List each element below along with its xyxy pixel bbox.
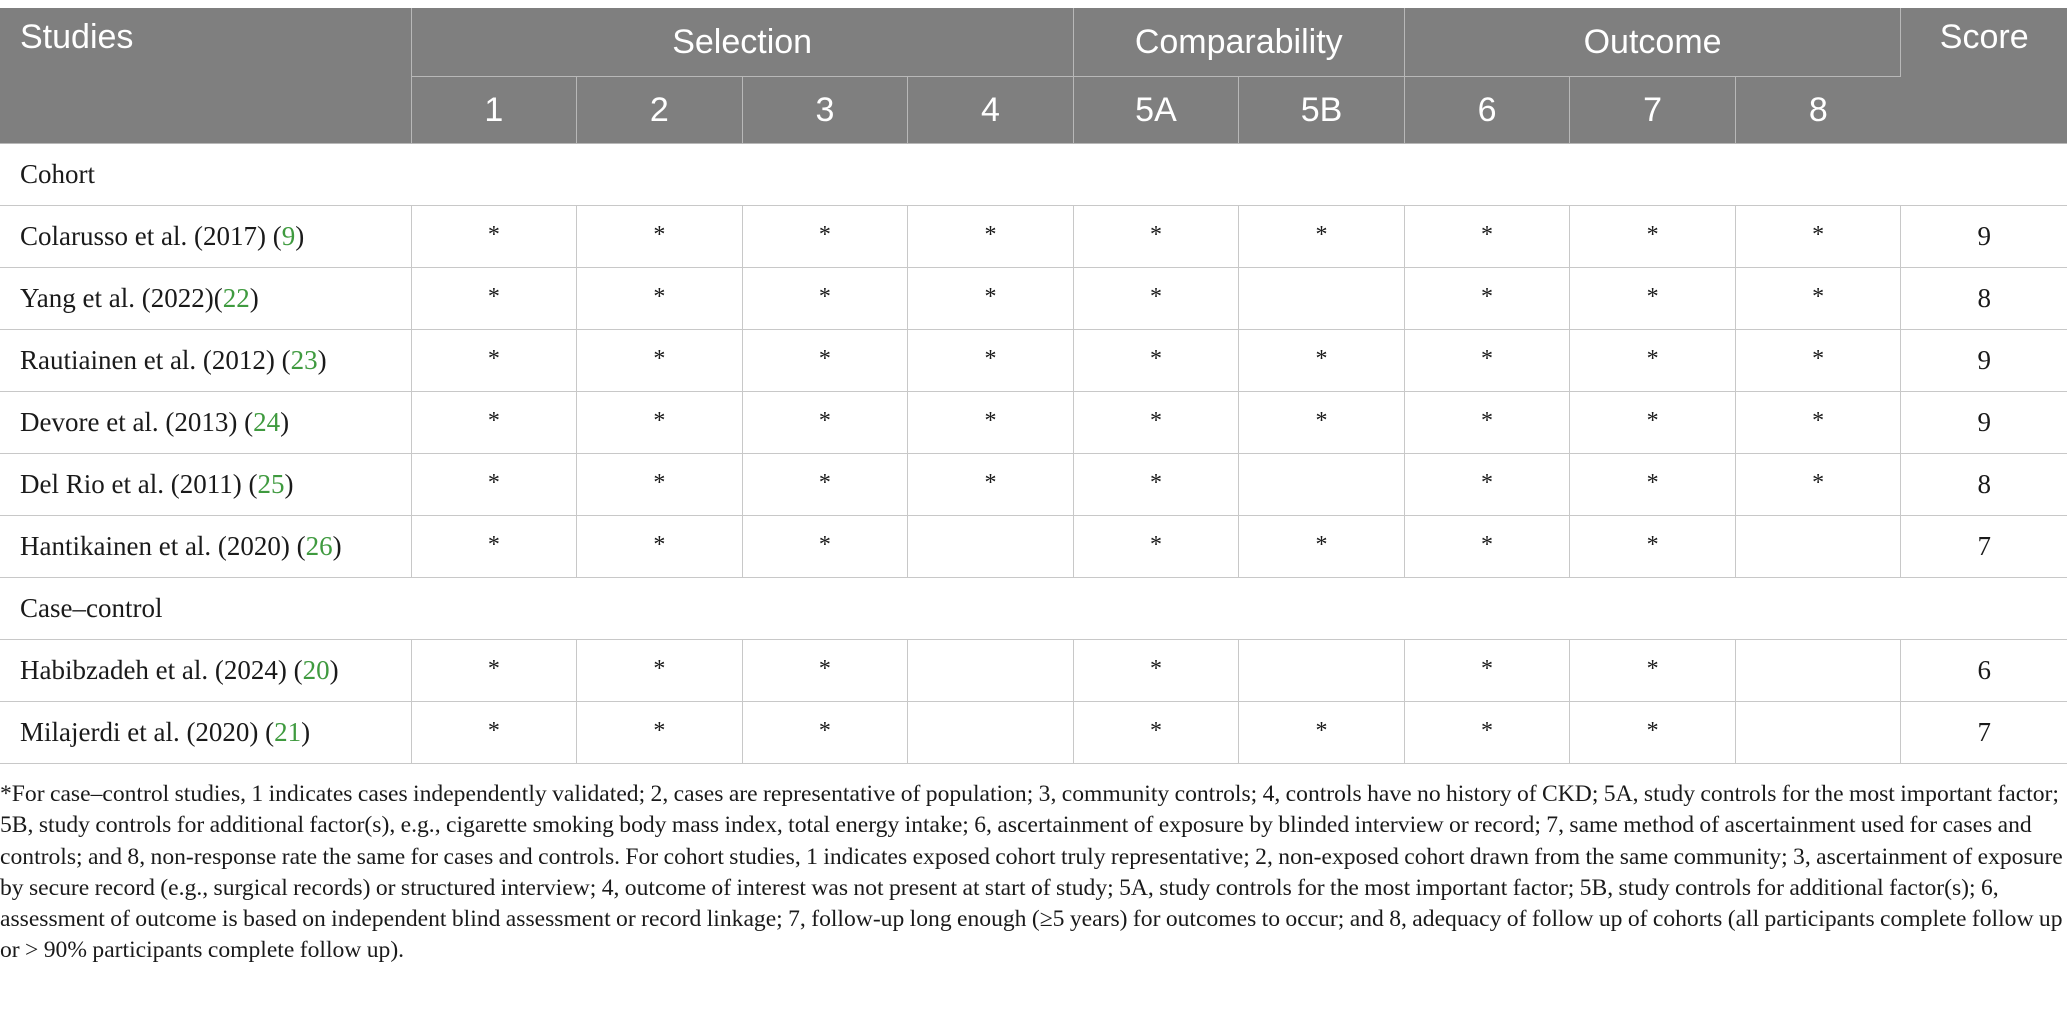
criterion-cell — [1073, 268, 1239, 330]
star-mark: * — [1315, 346, 1328, 372]
star-mark: * — [818, 346, 831, 372]
criterion-cell — [411, 268, 577, 330]
section-label: Case–control — [0, 578, 2067, 640]
criterion-cell — [1735, 330, 1901, 392]
criterion-cell — [1735, 702, 1901, 764]
criterion-cell — [1239, 392, 1405, 454]
score-cell: 9 — [1901, 392, 2067, 454]
criterion-cell — [1735, 454, 1901, 516]
reference-link[interactable]: 26 — [305, 531, 333, 561]
criterion-cell — [577, 268, 743, 330]
header-selection: Selection — [411, 8, 1073, 77]
star-mark: * — [1646, 284, 1659, 310]
reference-link[interactable]: 25 — [257, 469, 285, 499]
star-mark: * — [1646, 346, 1659, 372]
star-mark: * — [1149, 532, 1162, 558]
study-name-cell — [0, 454, 411, 516]
star-mark: * — [818, 408, 831, 434]
star-mark: * — [653, 346, 666, 372]
criterion-cell — [1404, 516, 1570, 578]
star-mark: * — [487, 408, 500, 434]
study-name: Yang et al. (2022)( — [20, 283, 223, 313]
criterion-cell — [411, 640, 577, 702]
table-row — [0, 454, 2067, 516]
criterion-cell — [1073, 330, 1239, 392]
criterion-cell — [1073, 392, 1239, 454]
table-footnote: *For case–control studies, 1 indicates cases independently validated; 2, cases are representative of population; 3, community controls; 4, controls have no history of CKD; 5A, study controls for the most important factor; 5B, study controls for additional factor(s), e.g., cigarette smoking body mass index, total energy intake; 6, ascertainment of exposure by blinded interview or record; 7, same method of ascertainment used for cases and controls; and 8, non-response rate the same for cases and controls. For cohort studies, 1 indicates exposed cohort truly representative; 2, non-exposed cohort drawn from the same community; 3, ascertainment of exposure by secure record (e.g., surgical records) or structured interview; 4, outcome of interest was not present at start of study; 5A, study controls for the most important factor; 5B, study controls for additional factor(s); 6, assessment of outcome is based on independent blind assessment or record linkage; 7, follow-up long enough (≥5 years) for outcomes to occur; and 8, adequacy of follow up of cohorts (all participants complete follow up or > 90% participants complete follow up). — [0, 781, 2063, 964]
criterion-cell — [1239, 268, 1405, 330]
reference-link[interactable]: 24 — [253, 407, 281, 437]
criterion-cell — [1570, 640, 1736, 702]
score-cell: 9 — [1901, 330, 2067, 392]
study-name: Devore et al. (2013) ( — [20, 407, 254, 437]
star-mark: * — [984, 284, 997, 310]
study-name: Colarusso et al. (2017) ( — [20, 221, 282, 251]
star-mark: * — [984, 346, 997, 372]
criterion-cell — [1404, 640, 1570, 702]
study-name-cell — [0, 702, 411, 764]
criterion-cell — [742, 330, 908, 392]
star-mark: * — [1646, 222, 1659, 248]
criterion-cell — [411, 392, 577, 454]
star-mark: * — [1481, 408, 1494, 434]
star-mark: * — [653, 408, 666, 434]
header-criterion: 1 — [411, 77, 577, 144]
criterion-cell — [1570, 516, 1736, 578]
star-mark: * — [1481, 346, 1494, 372]
criterion-cell — [742, 268, 908, 330]
score-cell: 7 — [1901, 516, 2067, 578]
star-mark: * — [1481, 656, 1494, 682]
star-mark: * — [487, 222, 500, 248]
study-name: Habibzadeh et al. (2024) ( — [20, 655, 303, 685]
star-mark: * — [1481, 222, 1494, 248]
star-mark: * — [984, 408, 997, 434]
star-mark: * — [487, 284, 500, 310]
header-criterion: 6 — [1404, 77, 1570, 144]
table-row — [0, 516, 2067, 578]
star-mark: * — [653, 532, 666, 558]
criterion-cell — [1239, 640, 1405, 702]
criterion-cell — [908, 268, 1074, 330]
criterion-cell — [577, 454, 743, 516]
study-name-cell — [0, 516, 411, 578]
reference-close: ) — [295, 221, 305, 251]
study-name: Milajerdi et al. (2020) ( — [20, 717, 275, 747]
header-score: Score — [1901, 8, 2067, 144]
reference-close: ) — [301, 717, 311, 747]
criterion-cell — [1073, 702, 1239, 764]
criterion-cell — [742, 206, 908, 268]
star-mark: * — [984, 222, 997, 248]
criterion-cell — [577, 330, 743, 392]
criterion-cell — [1735, 392, 1901, 454]
star-mark: * — [1646, 532, 1659, 558]
star-mark: * — [1149, 222, 1162, 248]
criterion-cell — [411, 702, 577, 764]
criterion-cell — [1073, 454, 1239, 516]
quality-assessment-table-container — [0, 8, 2067, 764]
header-studies: Studies — [0, 8, 411, 144]
reference-close: ) — [329, 655, 339, 685]
star-mark: * — [1149, 470, 1162, 496]
star-mark: * — [1315, 718, 1328, 744]
star-mark: * — [1481, 532, 1494, 558]
criterion-cell — [577, 392, 743, 454]
star-mark: * — [818, 532, 831, 558]
header-comparability: Comparability — [1073, 8, 1404, 77]
table-row — [0, 268, 2067, 330]
criterion-cell — [908, 640, 1074, 702]
section-row — [0, 578, 2067, 640]
criterion-cell — [908, 392, 1074, 454]
criterion-cell — [1570, 702, 1736, 764]
star-mark: * — [1315, 222, 1328, 248]
criterion-cell — [1570, 268, 1736, 330]
star-mark: * — [984, 470, 997, 496]
score-cell: 8 — [1901, 268, 2067, 330]
study-name-cell — [0, 206, 411, 268]
star-mark: * — [1646, 408, 1659, 434]
score-cell: 6 — [1901, 640, 2067, 702]
star-mark: * — [487, 346, 500, 372]
criterion-cell — [1735, 268, 1901, 330]
star-mark: * — [1481, 470, 1494, 496]
score-cell: 7 — [1901, 702, 2067, 764]
star-mark: * — [1646, 656, 1659, 682]
star-mark: * — [1149, 718, 1162, 744]
star-mark: * — [1481, 718, 1494, 744]
star-mark: * — [1149, 408, 1162, 434]
star-mark: * — [1315, 532, 1328, 558]
study-name: Del Rio et al. (2011) ( — [20, 469, 258, 499]
study-name-cell — [0, 392, 411, 454]
criterion-cell — [1735, 516, 1901, 578]
star-mark: * — [818, 284, 831, 310]
study-name-cell — [0, 268, 411, 330]
star-mark: * — [1149, 346, 1162, 372]
criterion-cell — [742, 454, 908, 516]
star-mark: * — [487, 470, 500, 496]
criterion-cell — [577, 702, 743, 764]
star-mark: * — [818, 470, 831, 496]
section-row — [0, 144, 2067, 206]
criterion-cell — [908, 206, 1074, 268]
header-criterion: 7 — [1570, 77, 1736, 144]
reference-close: ) — [317, 345, 327, 375]
score-cell: 8 — [1901, 454, 2067, 516]
criterion-cell — [1239, 454, 1405, 516]
study-name-cell — [0, 330, 411, 392]
criterion-cell — [411, 516, 577, 578]
criterion-cell — [742, 516, 908, 578]
criterion-cell — [1404, 702, 1570, 764]
star-mark: * — [653, 718, 666, 744]
study-name: Hantikainen et al. (2020) ( — [20, 531, 306, 561]
star-mark: * — [653, 284, 666, 310]
star-mark: * — [653, 222, 666, 248]
table-row — [0, 206, 2067, 268]
criterion-cell — [1239, 330, 1405, 392]
criterion-cell — [1404, 206, 1570, 268]
criterion-cell — [1735, 640, 1901, 702]
reference-close: ) — [249, 283, 259, 313]
criterion-cell — [411, 206, 577, 268]
star-mark: * — [1812, 408, 1825, 434]
criterion-cell — [908, 454, 1074, 516]
star-mark: * — [487, 656, 500, 682]
reference-link[interactable]: 9 — [281, 221, 296, 251]
star-mark: * — [1646, 470, 1659, 496]
criterion-cell — [1073, 640, 1239, 702]
criterion-cell — [1404, 330, 1570, 392]
criterion-cell — [577, 516, 743, 578]
table-row — [0, 640, 2067, 702]
header-criterion: 2 — [577, 77, 743, 144]
study-name: Rautiainen et al. (2012) ( — [20, 345, 291, 375]
criterion-cell — [1735, 206, 1901, 268]
star-mark: * — [1149, 284, 1162, 310]
criterion-cell — [1570, 206, 1736, 268]
star-mark: * — [1646, 718, 1659, 744]
criterion-cell — [1073, 516, 1239, 578]
reference-close: ) — [332, 531, 342, 561]
criterion-cell — [577, 206, 743, 268]
criterion-cell — [908, 516, 1074, 578]
criterion-cell — [908, 330, 1074, 392]
header-criterion: 5B — [1239, 77, 1405, 144]
table-body — [0, 144, 2067, 764]
star-mark: * — [653, 656, 666, 682]
criterion-cell — [1239, 516, 1405, 578]
reference-link[interactable]: 20 — [302, 655, 330, 685]
star-mark: * — [818, 656, 831, 682]
star-mark: * — [1812, 470, 1825, 496]
criterion-cell — [1404, 454, 1570, 516]
criterion-cell — [1570, 454, 1736, 516]
criterion-cell — [577, 640, 743, 702]
reference-link[interactable]: 22 — [222, 283, 250, 313]
criterion-cell — [1239, 206, 1405, 268]
header-criterion: 4 — [908, 77, 1074, 144]
star-mark: * — [1481, 284, 1494, 310]
header-criterion: 5A — [1073, 77, 1239, 144]
star-mark: * — [1812, 284, 1825, 310]
criterion-cell — [742, 640, 908, 702]
criterion-cell — [908, 702, 1074, 764]
star-mark: * — [487, 532, 500, 558]
criterion-cell — [1570, 392, 1736, 454]
star-mark: * — [818, 222, 831, 248]
score-cell: 9 — [1901, 206, 2067, 268]
criterion-cell — [1073, 206, 1239, 268]
criterion-cell — [411, 454, 577, 516]
criterion-cell — [742, 392, 908, 454]
criterion-cell — [1239, 702, 1405, 764]
criterion-cell — [742, 702, 908, 764]
star-mark: * — [1149, 656, 1162, 682]
section-label: Cohort — [0, 144, 2067, 206]
quality-assessment-table — [0, 8, 2067, 764]
header-outcome: Outcome — [1404, 8, 1901, 77]
star-mark: * — [1812, 346, 1825, 372]
table-row — [0, 330, 2067, 392]
header-criterion: 8 — [1735, 77, 1901, 144]
criterion-cell — [1404, 268, 1570, 330]
header-criterion: 3 — [742, 77, 908, 144]
star-mark: * — [487, 718, 500, 744]
star-mark: * — [1812, 222, 1825, 248]
study-name-cell — [0, 640, 411, 702]
table-row — [0, 392, 2067, 454]
criterion-cell — [1404, 392, 1570, 454]
star-mark: * — [1315, 408, 1328, 434]
star-mark: * — [818, 718, 831, 744]
criterion-cell — [1570, 330, 1736, 392]
reference-link[interactable]: 23 — [290, 345, 318, 375]
reference-close: ) — [280, 407, 290, 437]
criterion-cell — [411, 330, 577, 392]
star-mark: * — [653, 470, 666, 496]
reference-link[interactable]: 21 — [274, 717, 302, 747]
table-header — [0, 8, 2067, 144]
reference-close: ) — [284, 469, 294, 499]
table-row — [0, 702, 2067, 764]
